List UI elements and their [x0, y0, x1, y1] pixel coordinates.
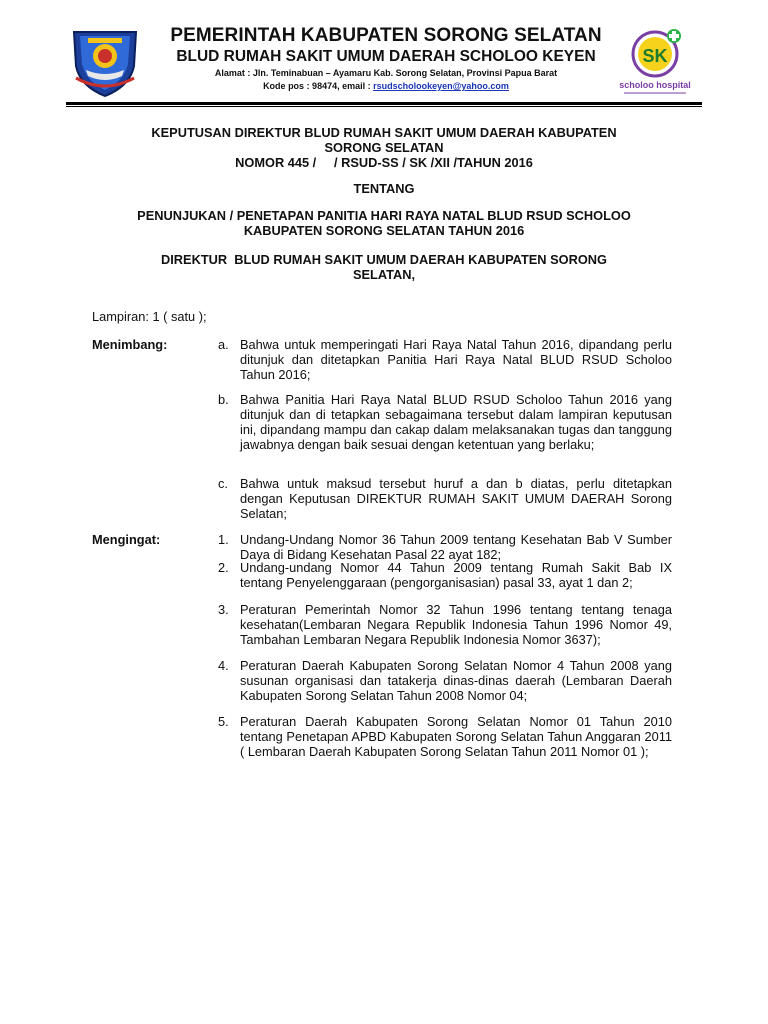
item-text: Peraturan Pemerintah Nomor 32 Tahun 1996 tentang tentang tenaga kesehatan(Lembaran Negara Republik Indonesia Tahun 1996 Nomor 49, Tambahan Lembaran Negara Republik Indonesia Nomor 3637);: [240, 602, 672, 647]
address-line: Alamat : Jln. Teminabuan – Ayamaru Kab. Sorong Selatan, Provinsi Papua Barat: [214, 68, 558, 78]
hospital-logo-text: scholoo hospital: [619, 80, 691, 90]
postal-code: Kode pos : 98474, email :: [263, 81, 374, 91]
item-marker: c.: [218, 476, 228, 491]
attachment-note: Lampiran: 1 ( satu );: [92, 309, 207, 324]
item-marker: 2.: [218, 560, 229, 575]
menimbang-item: [218, 337, 672, 382]
mengingat-item: [218, 560, 672, 590]
item-marker: 4.: [218, 658, 229, 673]
letterhead-thin-rule: [66, 106, 702, 107]
decree-number: NOMOR 445 / / RSUD-SS / SK /XII /TAHUN 2016: [235, 155, 533, 170]
item-text: Peraturan Daerah Kabupaten Sorong Selatan Nomor 4 Tahun 2008 yang susunan organisasi dan tatakerja dinas-dinas daerah (Lembaran Daerah Kabupaten Sorong Selatan Tahun 2008 Nomor 04;: [240, 658, 672, 703]
email-link[interactable]: rsudscholookeyen@yahoo.com: [373, 81, 509, 91]
item-marker: 1.: [218, 532, 229, 547]
item-text: Undang-undang Nomor 44 Tahun 2009 tentang Rumah Sakit Bab IX tentang Penyelenggaraan (pengorganisasian) pasal 33, ayat 1 dan 2;: [240, 560, 672, 590]
decree-title-line1: KEPUTUSAN DIREKTUR BLUD RUMAH SAKIT UMUM DAERAH KABUPATEN: [151, 125, 617, 140]
item-text: Bahwa untuk memperingati Hari Raya Natal Tahun 2016, dipandang perlu ditunjuk dan ditetapkan Panitia Hari Raya Natal BLUD RSUD Scholoo Tahun 2016;: [240, 337, 672, 382]
letterhead-thick-rule: [66, 102, 702, 105]
mengingat-item: [218, 532, 672, 562]
hospital-logo: [612, 24, 698, 98]
item-marker: 5.: [218, 714, 229, 729]
decree-title-line2: SORONG SELATAN: [324, 140, 444, 155]
hospital-name: BLUD RUMAH SAKIT UMUM DAERAH SCHOLOO KEYEN: [176, 48, 596, 65]
decree-director-line2: SELATAN,: [352, 267, 416, 282]
item-marker: 3.: [218, 602, 229, 617]
regency-emblem-logo: [68, 26, 142, 98]
mengingat-item: [218, 658, 672, 703]
menimbang-label: Menimbang:: [92, 337, 168, 352]
decree-subject: [88, 208, 680, 238]
government-name: PEMERINTAH KABUPATEN SORONG SELATAN: [170, 25, 602, 46]
decree-subject-line2: KABUPATEN SORONG SELATAN TAHUN 2016: [243, 223, 525, 238]
mengingat-label: Mengingat:: [92, 532, 161, 547]
item-text: Bahwa untuk maksud tersebut huruf a dan b diatas, perlu ditetapkan dengan Keputusan DIREKTUR RUMAH SAKIT UMUM DAERAH Sorong Selatan;: [240, 476, 672, 521]
item-marker: b.: [218, 392, 229, 407]
decree-director: [88, 252, 680, 282]
menimbang-item: [218, 476, 672, 521]
decree-subject-line1: PENUNJUKAN / PENETAPAN PANITIA HARI RAYA NATAL BLUD RSUD SCHOLOO: [137, 208, 631, 223]
item-text: Undang-Undang Nomor 36 Tahun 2009 tentang Kesehatan Bab V Sumber Daya di Bidang Kesehatan Pasal 22 ayat 182;: [240, 532, 672, 562]
menimbang-item: [218, 392, 672, 452]
hospital-logo-initials: SK: [642, 46, 668, 66]
decree-title: [88, 125, 680, 170]
decree-director-line1: DIREKTUR BLUD RUMAH SAKIT UMUM DAERAH KABUPATEN SORONG: [161, 252, 607, 267]
mengingat-item: [218, 602, 672, 647]
item-marker: a.: [218, 337, 229, 352]
decree-about: TENTANG: [353, 181, 415, 196]
item-text: Bahwa Panitia Hari Raya Natal BLUD RSUD Scholoo Tahun 2016 yang ditunjuk dan di tetapkan sebagaimana tersebut dalam lampiran keputusan ini, dipandang mampu dan cakap dalam melaksanakan tugas dan tanggung jawabnya dengan baik sesuai dengan ketentuan yang berlaku;: [240, 392, 672, 452]
mengingat-item: [218, 714, 672, 759]
item-text: Peraturan Daerah Kabupaten Sorong Selatan Nomor 01 Tahun 2010 tentang Penetapan APBD Kabupaten Sorong Selatan Tahun Anggaran 2011 ( Lembaran Daerah Kabupaten Sorong Selatan Tahun 2011 Nomor 01 );: [240, 714, 672, 759]
letterhead: [146, 26, 626, 92]
postal-email-line: [146, 81, 626, 92]
